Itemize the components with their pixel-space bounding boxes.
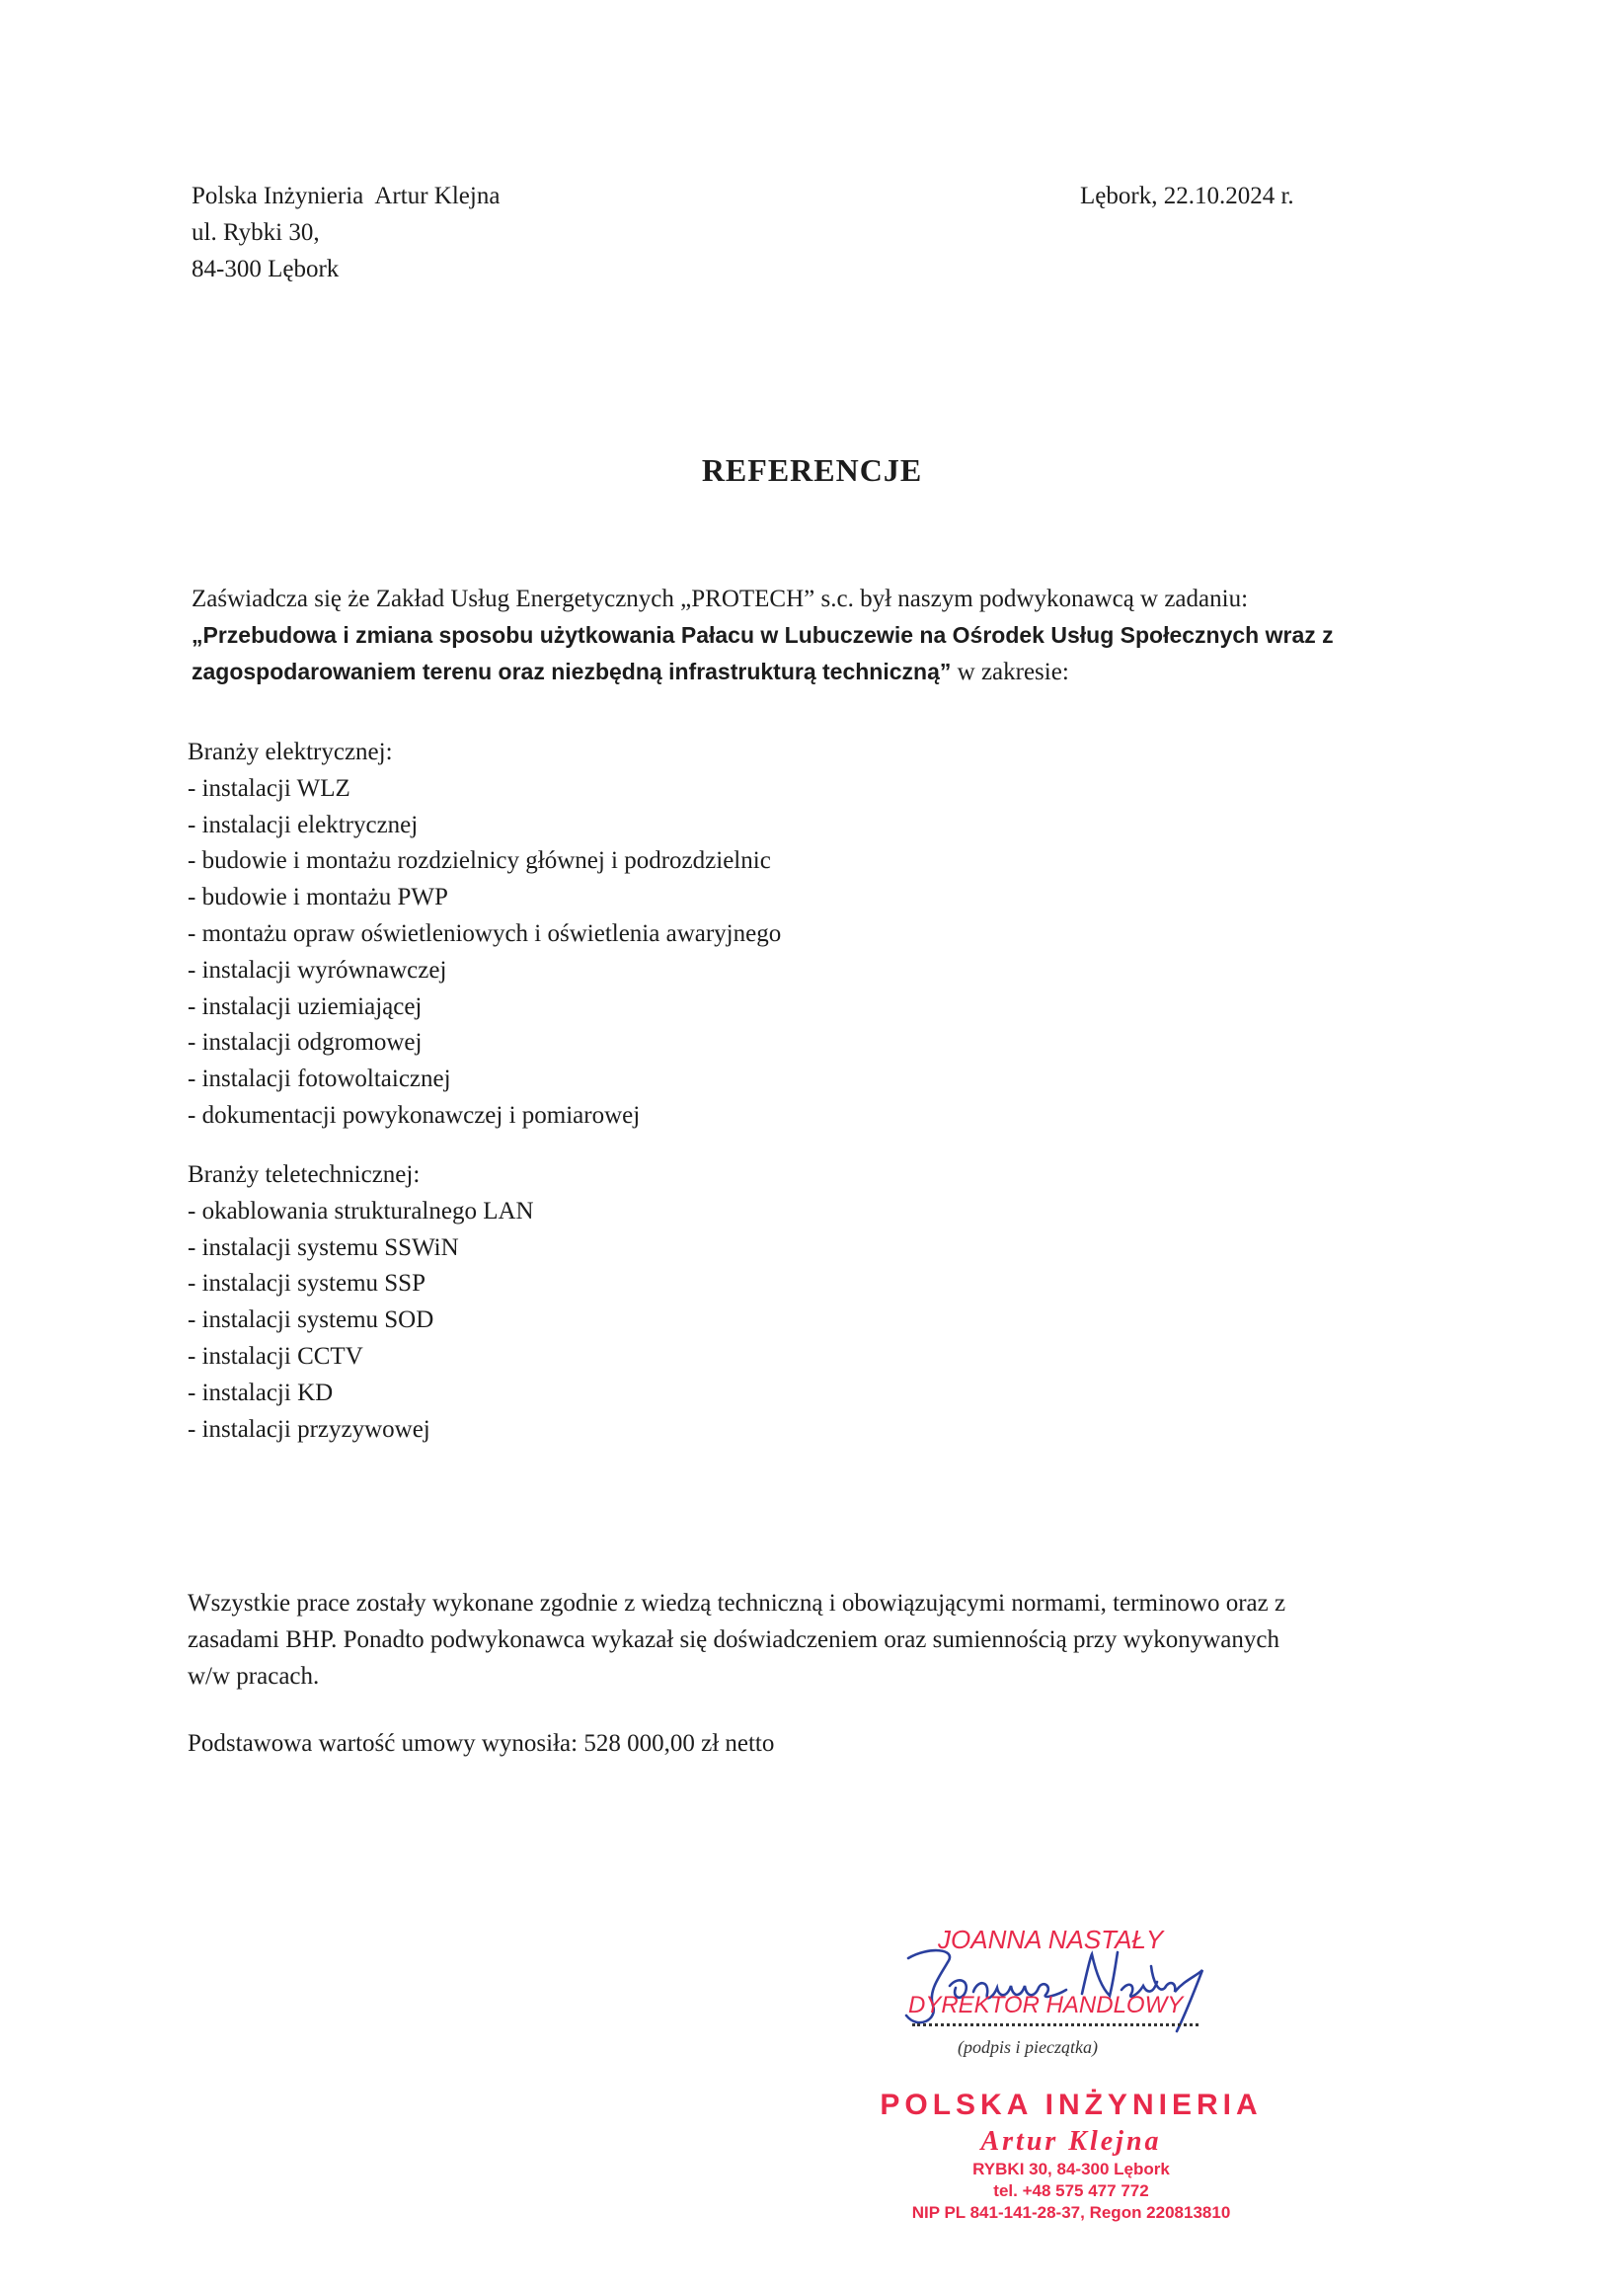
document-title: REFERENCJE: [701, 452, 923, 488]
list-item: - okablowania strukturalnego LAN: [188, 1197, 534, 1224]
task-name-line-1: „Przebudowa i zmiana sposobu użytkowania Pałacu w Lubuczewie na Ośrodek Usług Społecznych wraz z: [192, 622, 1334, 648]
signature-block: [869, 1921, 1244, 2069]
company-stamp-owner: Artur Klejna: [980, 2126, 1162, 2157]
list-item: - instalacji odgromowej: [188, 1029, 423, 1057]
contract-value: Podstawowa wartość umowy wynosiła: 528 000,00 zł netto: [188, 1730, 775, 1757]
list-item: - instalacji wyrównawczej: [188, 956, 447, 984]
company-stamp-address: RYBKI 30, 84-300 Lębork: [972, 2160, 1170, 2178]
signer-stamp-name: JOANNA NASTAŁY: [938, 1925, 1164, 1954]
list-item: - instalacji elektrycznej: [188, 811, 419, 838]
list-item: - instalacji systemu SOD: [188, 1306, 434, 1334]
intro-paragraph: [192, 581, 1334, 690]
signature-line: [912, 2023, 1199, 2026]
list-item: - instalacji KD: [188, 1379, 334, 1406]
company-stamp-phone: tel. +48 575 477 772: [993, 2181, 1149, 2200]
sender-street: ul. Rybki 30,: [192, 219, 320, 246]
list-item: - instalacji uziemiającej: [188, 992, 423, 1020]
closing-paragraph: [188, 1585, 1285, 1695]
intro-line: Zaświadcza się że Zakład Usług Energetycznych „PROTECH” s.c. był naszym podwykonawcą w zadaniu:: [192, 586, 1249, 612]
list-item: - instalacji fotowoltaicznej: [188, 1066, 451, 1093]
signature-caption: (podpis i pieczątka): [958, 2037, 1098, 2057]
telecom-scope-list: [188, 1157, 534, 1448]
company-stamp-name: POLSKA INŻYNIERIA: [880, 2089, 1263, 2121]
task-name-line-2: [192, 654, 1334, 690]
closing-line: zasadami BHP. Ponadto podwykonawca wykazał się doświadczeniem oraz sumiennością przy wykonywanych: [188, 1626, 1279, 1653]
company-stamp: [849, 2086, 1293, 2224]
task-name-line-2-text: zagospodarowaniem terenu oraz niezbędną infrastrukturą techniczną”: [192, 659, 952, 684]
closing-line: Wszystkie prace zostały wykonane zgodnie z wiedzą techniczną i obowiązującymi normami, terminowo oraz z: [188, 1590, 1286, 1617]
sender-address: [192, 178, 500, 287]
electrical-scope-list: [188, 735, 781, 1135]
list-item: - instalacji przyzywowej: [188, 1415, 430, 1443]
list-item: - instalacji CCTV: [188, 1342, 363, 1370]
place-date: Lębork, 22.10.2024 r.: [1080, 183, 1294, 209]
list-item: - instalacji WLZ: [188, 774, 350, 802]
list-item: - montażu opraw oświetleniowych i oświetlenia awaryjnego: [188, 919, 782, 947]
sender-name: Polska Inżynieria Artur Klejna: [192, 183, 501, 209]
task-scope-suffix: w zakresie:: [951, 659, 1069, 685]
company-stamp-ids: NIP PL 841-141-28-37, Regon 220813810: [911, 2203, 1231, 2222]
sender-city: 84-300 Lębork: [192, 256, 340, 282]
telecom-heading: Branży teletechnicznej:: [188, 1161, 421, 1188]
list-item: - budowie i montażu rozdzielnicy głównej i podrozdzielnic: [188, 847, 771, 875]
list-item: - instalacji systemu SSWiN: [188, 1233, 459, 1261]
list-item: - instalacji systemu SSP: [188, 1270, 425, 1298]
signer-stamp-title: DYREKTOR HANDLOWY: [908, 1992, 1184, 2018]
list-item: - dokumentacji powykonawczej i pomiarowej: [188, 1101, 641, 1129]
handwritten-signature-icon: [889, 1936, 1214, 2045]
list-item: - budowie i montażu PWP: [188, 884, 448, 911]
electrical-heading: Branży elektrycznej:: [188, 739, 393, 765]
closing-line: w/w pracach.: [188, 1663, 320, 1690]
